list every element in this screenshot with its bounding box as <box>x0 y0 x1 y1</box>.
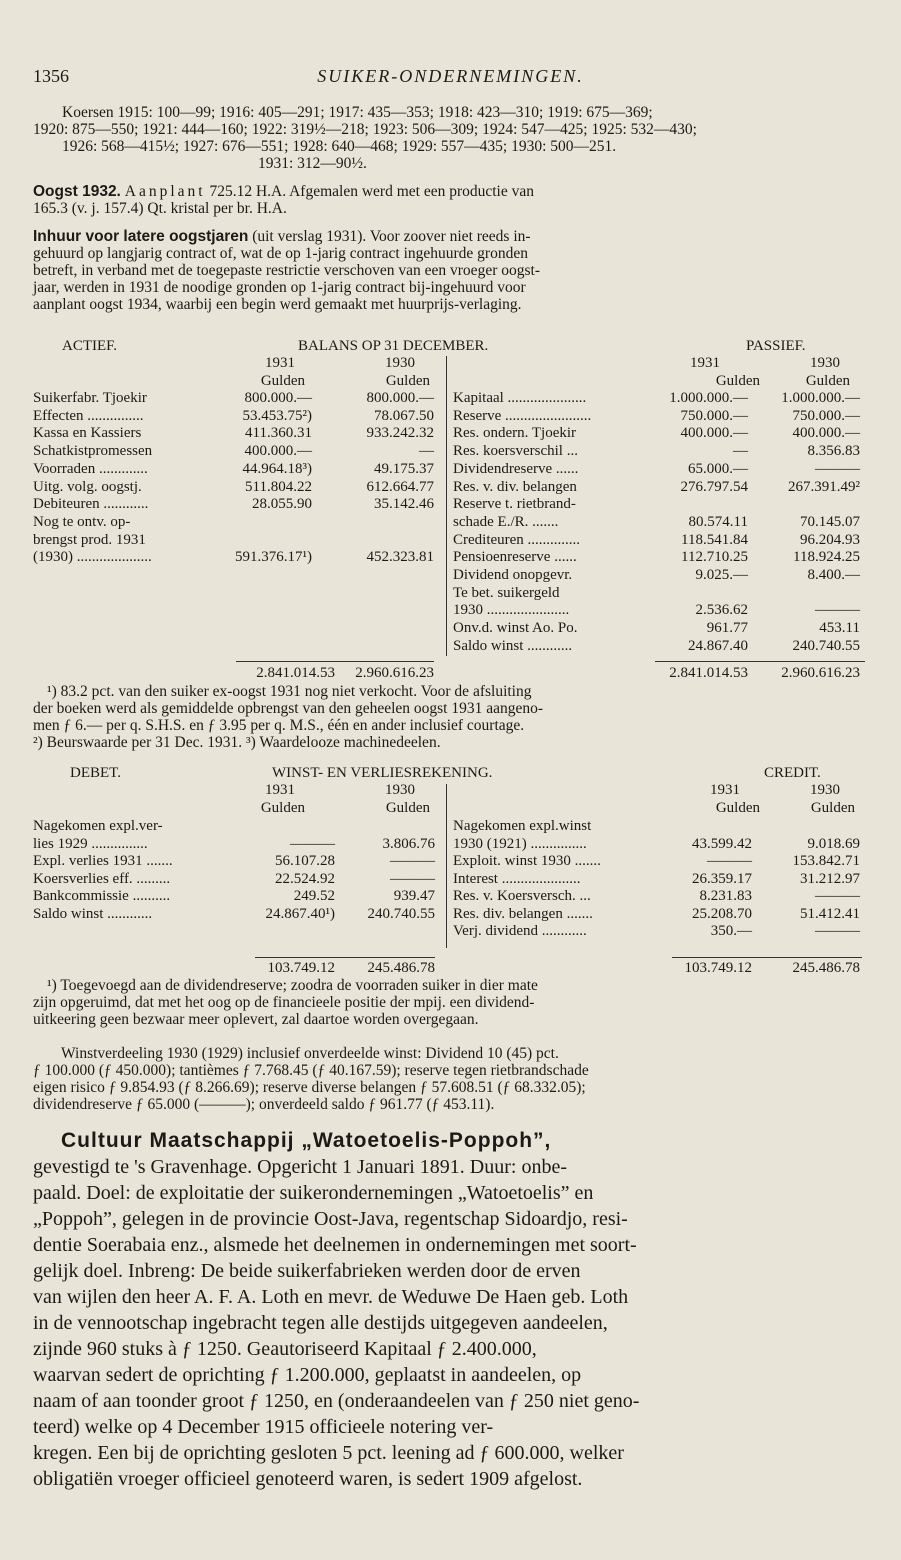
wv-divider <box>446 784 447 948</box>
wv-debet-row-value-1931: 22.524.92 <box>275 870 335 887</box>
balans-passief-row-value-1930: 118.924.25 <box>793 549 860 566</box>
balans-actief-row-value-1931: 800.000.— <box>244 390 312 406</box>
wv-debet-row-value-1931: 56.107.28 <box>275 853 335 869</box>
wv-center-title: WINST- EN VERLIESREKENING. <box>272 765 493 781</box>
oogst-line-1 <box>33 183 534 200</box>
wv-credit-row-value-1930: ——— <box>815 923 860 939</box>
inhuur-paragraph <box>33 245 868 313</box>
koersen-line-1: Koersen 1915: 100—99; 1916: 405—291; 1917: 435—353; 1918: 423—310; 1919: 675—369; <box>62 104 653 121</box>
balans-passief-row-label: Res. koersverschil ... <box>453 443 578 460</box>
balans-actief-row-value-1931: 44.964.18³) <box>242 460 312 477</box>
balans-actief-row-value-1930: 35.142.46 <box>374 496 434 513</box>
balans-passief-row-value-1931: 65.000.— <box>688 460 748 477</box>
company-text-line: in de vennootschap ingebracht tegen alle destijds uitgegeven aandeelen, <box>33 1312 608 1334</box>
balans-passief-row-label: Te bet. suikergeld <box>453 584 560 601</box>
oogst-line-1-rest: 725.12 H.A. Afgemalen werd met een productie van <box>209 183 534 200</box>
balans-passief-row-value-1930: 750.000.— <box>792 407 860 424</box>
winstverdeeling-line: Winstverdeeling 1930 (1929) inclusief onverdeelde winst: Dividend 10 (45) pct. <box>61 1045 559 1062</box>
balans-passief-row-label: Saldo winst ............ <box>453 637 573 654</box>
balans-actief-row-label: (1930) .................... <box>33 549 152 566</box>
wv-left-total-1931: 103.749.12 <box>267 960 335 976</box>
balans-unit: Gulden <box>260 373 305 389</box>
balans-rule <box>236 661 434 662</box>
balans-passief-row-value-1930: ——— <box>815 602 860 619</box>
wv-year-1931: 1931 <box>265 782 295 798</box>
wv-credit-row-value-1931: 8.231.83 <box>699 888 752 904</box>
wv-credit-row-label: Res. v. Koersversch. ... <box>453 888 591 904</box>
wv-left-total-1930: 245.486.78 <box>367 960 435 976</box>
wv-debet-row-value-1930: 240.740.55 <box>367 905 435 922</box>
balans-actief-row-label: Effecten ............... <box>33 407 144 424</box>
company-text-line: gevestigd te 's Gravenhage. Opgericht 1 Januari 1891. Duur: onbe- <box>33 1156 568 1178</box>
balans-actief-row-value-1930: — <box>419 443 434 460</box>
balans-passief-row-value-1931: 80.574.11 <box>688 513 748 530</box>
balans-passief-row-value-1930: 1.000.000.— <box>781 390 860 406</box>
wv-unit: Gulden <box>260 800 305 816</box>
balans-passief-row-label: Reserve ....................... <box>453 407 592 424</box>
wv-year-1931: 1931 <box>710 782 740 798</box>
balans-passief-row-value-1930: 8.356.83 <box>807 443 860 460</box>
balans-passief-row-value-1930: 70.145.07 <box>800 513 860 530</box>
inhuur-text-line: gehuurd op langjarig contract of, wat de op 1-jarig contract ingehuurde gronden <box>33 245 528 262</box>
company-text-line: van wijlen den heer A. F. A. Loth en mevr. de Weduwe De Haen geb. Loth <box>33 1286 629 1308</box>
balans-year-1931: 1931 <box>265 355 295 371</box>
balans-year-1931: 1931 <box>690 355 720 371</box>
balans-passief-row-value-1931: 1.000.000.— <box>669 390 748 406</box>
winstverdeeling-line: dividendreserve ƒ 65.000 (———); onverdeeld saldo ƒ 961.77 (ƒ 453.11). <box>33 1096 495 1113</box>
page-number: 1356 <box>33 66 69 86</box>
wv-credit-row-value-1930: 9.018.69 <box>807 835 860 852</box>
balans-unit: Gulden <box>805 373 850 389</box>
company-text-line: dentie Soerabaia enz., alsmede het deelnemen in ondernemingen met soort- <box>33 1234 637 1256</box>
balans-passief-row-value-1930: 453.11 <box>819 620 860 637</box>
company-text-line: waarvan sedert de oprichting ƒ 1.200.000, geplaatst in aandeelen, op <box>33 1364 582 1386</box>
balans-passief-row-label: Res. ondern. Tjoekir <box>453 425 577 442</box>
balans-actief-row-value-1931: 411.360.31 <box>245 425 312 442</box>
balans-passief-row-value-1931: 2.536.62 <box>695 602 748 619</box>
wv-debet-row-value-1931: 249.52 <box>293 888 335 904</box>
balans-actief-row-label: Schatkistpromessen <box>33 443 153 460</box>
wv-debet-row-value-1930: 3.806.76 <box>382 835 435 852</box>
balans-passief-row-value-1931: 750.000.— <box>680 407 748 424</box>
wv-credit-row-label: Interest ..................... <box>453 870 581 887</box>
balans-passief-row-value-1930: 240.740.55 <box>792 637 860 654</box>
wv-credit-row-value-1930: 31.212.97 <box>800 870 860 887</box>
wv-debet-row-label: Koersverlies eff. ......... <box>33 870 171 887</box>
balans-actief-row-label: Debiteuren ............ <box>33 496 149 513</box>
wv-debet-row-label: Expl. verlies 1931 ....... <box>33 853 173 869</box>
company-text-line: gelijk doel. Inbreng: De beide suikerfabrieken werden door de erven <box>33 1260 581 1282</box>
wv-right-title: CREDIT. <box>764 765 821 781</box>
balans-actief-row-value-1931: 53.453.75²) <box>242 407 312 424</box>
balans-passief-row-label: Crediteuren .............. <box>453 531 581 548</box>
balans-actief-row-label: Suikerfabr. Tjoekir <box>33 390 147 406</box>
balans-divider <box>446 356 447 656</box>
balans-passief-row-label: 1930 ...................... <box>453 602 570 619</box>
balans-passief-row-label: Pensioenreserve ...... <box>453 549 577 566</box>
company-text-line: zijnde 960 stuks à ƒ 1250. Geautoriseerd Kapitaal ƒ 2.400.000, <box>33 1338 537 1360</box>
wv-credit-row-value-1931: ——— <box>707 853 752 869</box>
balans-passief-row-value-1931: 276.797.54 <box>680 478 748 495</box>
balans-passief-row-value-1931: — <box>733 443 748 460</box>
footnote-line: zijn opgeruimd, dat met het oog op de financieele positie der mpij. een dividend- <box>33 994 535 1011</box>
wv-debet-row-value-1931: ——— <box>290 835 335 852</box>
company-first-line <box>33 1128 868 1154</box>
winstverdeeling-line: eigen risico ƒ 9.854.93 (ƒ 8.266.69); reserve diverse belangen ƒ 57.608.51 (ƒ 68.332.05); <box>33 1079 586 1096</box>
company-name: Cultuur Maatschappij „Watoetoelis-Poppoh”, <box>61 1129 552 1152</box>
footnote-line: ¹) 83.2 pct. van den suiker ex-oogst 1931 nog niet verkocht. Voor de afsluiting <box>47 683 532 700</box>
balans-actief-row-value-1930: 78.067.50 <box>374 407 434 424</box>
wv-credit-row-label: 1930 (1921) ............... <box>453 835 587 852</box>
wv-unit: Gulden <box>385 800 430 816</box>
balans-left-title: ACTIEF. <box>62 338 118 354</box>
company-text-line: teerd) welke op 4 December 1915 officieele notering ver- <box>33 1416 494 1438</box>
wv-credit-row-value-1931: 43.599.42 <box>692 835 752 852</box>
company-text-line: paald. Doel: de exploitatie der suikerondernemingen „Watoetoelis” en <box>33 1182 594 1204</box>
wv-debet-row-value-1931: 24.867.40¹) <box>265 905 335 922</box>
wv-credit-row-label: Verj. dividend ............ <box>453 923 587 939</box>
inhuur-text-line: betreft, in verband met de toegepaste restrictie verschoven van een vroeger oogst- <box>33 262 540 279</box>
balans-left-total-1930: 2.960.616.23 <box>355 665 434 681</box>
wv-debet-row-label: Saldo winst ............ <box>33 905 153 922</box>
balans-passief-row-value-1931: 112.710.25 <box>681 549 748 566</box>
wv-rule <box>255 957 435 958</box>
wv-debet-row-value-1930: 939.47 <box>393 888 435 904</box>
balans-left-total-1931: 2.841.014.53 <box>256 665 335 681</box>
oogst-label: Oogst 1932. <box>33 183 121 200</box>
aanplant-label: Aanplant <box>124 183 206 200</box>
wv-unit: Gulden <box>715 800 760 816</box>
wv-left-title: DEBET. <box>70 765 121 781</box>
wv-debet-row-label: Nagekomen expl.ver- <box>33 818 163 834</box>
wv-debet-row-label: Bankcommissie .......... <box>33 888 171 904</box>
balans-passief-row-value-1931: 961.77 <box>706 620 748 637</box>
footnote-line: uitkeering geen bezwaar meer oplevert, zal daartoe worden overgegaan. <box>33 1011 479 1028</box>
balans-passief-row-value-1931: 24.867.40 <box>688 637 748 654</box>
balans-passief-row-value-1930: 400.000.— <box>792 425 860 442</box>
wv-debet-row-label: lies 1929 ............... <box>33 835 148 852</box>
inhuur-line-1 <box>33 228 531 245</box>
balans-actief-row-label: Nog te ontv. op- <box>33 513 131 530</box>
wv-right-total-1931: 103.749.12 <box>684 960 752 976</box>
balans-actief-row-value-1931: 511.804.22 <box>245 478 312 495</box>
balans-passief-row-value-1930: 8.400.— <box>807 567 860 583</box>
balans-passief-row-label: Onv.d. winst Ao. Po. <box>453 620 578 637</box>
company-text-line: „Poppoh”, gelegen in de provincie Oost-Java, regentschap Sidoardjo, resi- <box>33 1208 628 1230</box>
footnote-line: ¹) Toegevoegd aan de dividendreserve; zoodra de voorraden suiker in dier mate <box>47 977 538 994</box>
balans-rule <box>655 661 865 662</box>
wv-credit-row-label: Nagekomen expl.winst <box>453 818 592 834</box>
koersen-line-4: 1931: 312—90½. <box>258 155 367 172</box>
inhuur-text-line: jaar, werden in 1931 de noodige gronden op 1-jarig contract bij-ingehuurd voor <box>33 279 526 296</box>
company-text-line: naam of aan toonder groot ƒ 1250, en (onderaandeelen van ƒ 250 niet geno- <box>33 1390 640 1412</box>
balans-passief-row-label: Kapitaal ..................... <box>453 390 587 406</box>
balans-actief-row-value-1931: 400.000.— <box>244 443 312 460</box>
koersen-line-2: 1920: 875—550; 1921: 444—160; 1922: 319½—218; 1923: 506—309; 1924: 547—425; 1925: 532—430; <box>33 121 697 138</box>
winstverdeeling-paragraph <box>33 1045 868 1113</box>
wv-year-1930: 1930 <box>385 782 415 798</box>
balans-passief-row-value-1930: 267.391.49² <box>788 478 860 495</box>
balans-right-total-1931: 2.841.014.53 <box>669 665 748 681</box>
balans-passief-row-label: Reserve t. rietbrand- <box>453 496 576 513</box>
balans-actief-row-value-1930: 49.175.37 <box>374 460 434 477</box>
wv-credit-row-value-1931: 350.— <box>710 923 752 939</box>
wv-credit-row-value-1930: ——— <box>815 888 860 904</box>
wv-credit-row-value-1930: 153.842.71 <box>792 853 860 869</box>
balans-passief-row-value-1931: 400.000.— <box>680 425 748 442</box>
balans-passief-row-value-1931: 118.541.84 <box>681 531 748 548</box>
balans-actief-row-value-1930: 800.000.— <box>366 390 434 406</box>
koersen-line-3: 1926: 568—415½; 1927: 676—551; 1928: 640—468; 1929: 557—435; 1930: 500—251. <box>62 138 617 155</box>
company-text-line: kregen. Een bij de oprichting gesloten 5 pct. leening ad ƒ 600.000, welker <box>33 1442 624 1464</box>
balans-year-1930: 1930 <box>810 355 840 371</box>
footnote-line: ²) Beurswaarde per 31 Dec. 1931. ³) Waardelooze machinedeelen. <box>33 734 441 751</box>
balans-unit: Gulden <box>385 373 430 389</box>
wv-debet-row-value-1930: ——— <box>390 853 435 869</box>
wv-right-total-1930: 245.486.78 <box>792 960 860 976</box>
balans-actief-row-value-1931: 28.055.90 <box>252 496 312 513</box>
balans-actief-row-value-1930: 612.664.77 <box>366 478 434 495</box>
wv-unit: Gulden <box>810 800 855 816</box>
winstverdeeling-line: ƒ 100.000 (ƒ 450.000); tantièmes ƒ 7.768.45 (ƒ 40.167.59); reserve tegen rietbrandschade <box>33 1062 589 1079</box>
balans-unit: Gulden <box>715 373 760 389</box>
balans-right-title: PASSIEF. <box>746 338 806 354</box>
balans-passief-row-label: Res. v. div. belangen <box>453 478 577 495</box>
balans-passief-row-label: schade E./R. ....... <box>453 513 559 530</box>
wv-debet-row-value-1930: ——— <box>390 870 435 887</box>
wv-credit-row-label: Exploit. winst 1930 ....... <box>453 853 601 869</box>
footnote-line: men ƒ 6.— per q. S.H.S. en ƒ 3.95 per q. M.S., één en ander inclusief courtage. <box>33 717 525 734</box>
balans-passief-row-value-1930: ——— <box>815 460 860 477</box>
wv-credit-row-value-1931: 26.359.17 <box>692 870 752 887</box>
inhuur-line-1-rest: (uit verslag 1931). Voor zoover niet reeds in- <box>252 228 531 245</box>
balans-actief-row-value-1931: 591.376.17¹) <box>235 549 312 566</box>
inhuur-label: Inhuur voor latere oogstjaren <box>33 228 249 245</box>
wv-year-1930: 1930 <box>810 782 840 798</box>
running-title: SUIKER-ONDERNEMINGEN. <box>317 66 584 86</box>
balans-right-total-1930: 2.960.616.23 <box>781 665 860 681</box>
balans-actief-row-value-1930: 933.242.32 <box>366 425 434 442</box>
balans-actief-row-label: brengst prod. 1931 <box>33 531 146 548</box>
balans-passief-row-label: Dividend onopgevr. <box>453 567 573 583</box>
wv-credit-row-value-1930: 51.412.41 <box>800 905 860 922</box>
wv-rule <box>672 957 862 958</box>
inhuur-text-line: aanplant oogst 1934, waarbij een begin werd gemaakt met huurprijs-verlaging. <box>33 296 522 313</box>
balans-passief-row-label: Dividendreserve ...... <box>453 460 579 477</box>
balans-passief-row-value-1931: 9.025.— <box>695 567 748 583</box>
balans-passief-row-value-1930: 96.204.93 <box>800 531 860 548</box>
balans-actief-row-value-1930: 452.323.81 <box>366 549 434 566</box>
wv-credit-row-label: Res. div. belangen ....... <box>453 905 593 922</box>
wv-footnotes <box>33 977 868 1028</box>
balans-actief-row-label: Kassa en Kassiers <box>33 425 142 442</box>
company-text-line: obligatiën vroeger officieel genoteerd waren, is sedert 1909 afgelost. <box>33 1468 583 1490</box>
balans-year-1930: 1930 <box>385 355 415 371</box>
company-section <box>33 1128 868 1492</box>
balans-footnotes <box>33 683 868 751</box>
balans-center-title: BALANS OP 31 DECEMBER. <box>298 338 489 354</box>
footnote-line: der boeken werd als gemiddelde opbrengst van den geheelen oogst 1931 aangeno- <box>33 700 544 717</box>
oogst-line-2: 165.3 (v. j. 157.4) Qt. kristal per br. H.A. <box>33 200 287 217</box>
wv-credit-row-value-1931: 25.208.70 <box>692 905 752 922</box>
balans-actief-row-label: Voorraden ............. <box>33 460 148 477</box>
balans-actief-row-label: Uitg. volg. oogstj. <box>33 478 142 495</box>
